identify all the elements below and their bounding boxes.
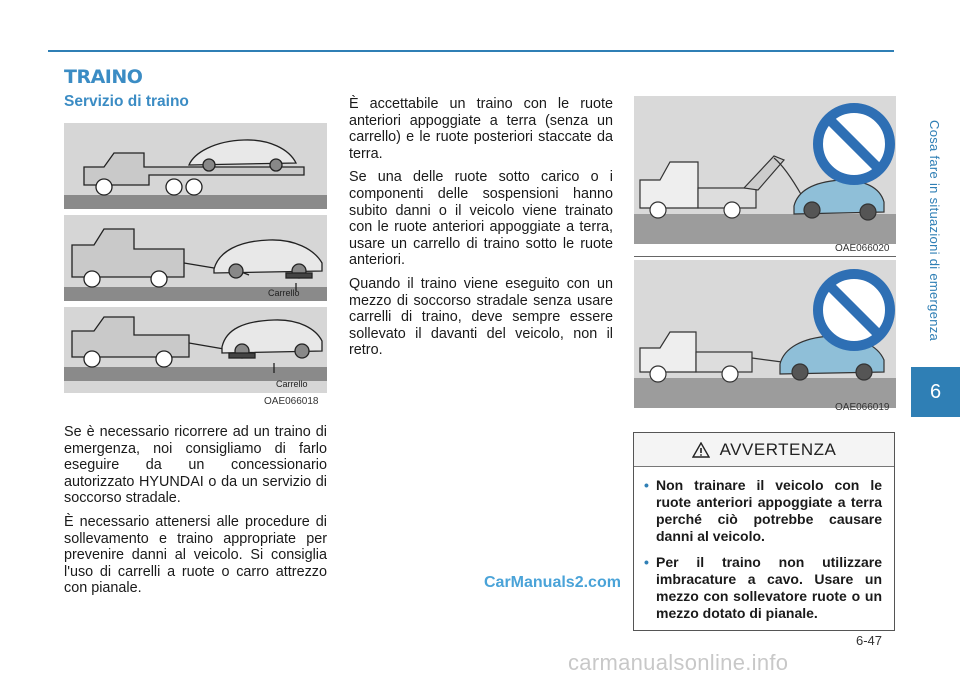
- figure-separator: [634, 256, 896, 257]
- warning-box: [633, 432, 895, 631]
- warning-item: • Non trainare il veicolo con le ruote anteriori appoggiate a terra perché ciò potrebbe causare danni al veicolo.: [644, 477, 882, 544]
- figure-code-right-bottom: OAE066019: [835, 402, 890, 413]
- watermark-carmanuals2[interactable]: CarManuals2.com: [484, 574, 621, 591]
- bullet-icon: •: [644, 477, 649, 493]
- chapter-number-tab: 6: [911, 367, 960, 417]
- warning-item: • Per il traino non utilizzare imbracature a cavo. Usare un mezzo con sollevatore ruote o un mezzo dotato di pianale.: [644, 554, 882, 621]
- column-1-text: [64, 424, 327, 604]
- section-title: TRAINO: [64, 66, 143, 88]
- top-rule: [48, 50, 894, 52]
- warning-header: [634, 433, 894, 467]
- col2-paragraph-3: Quando il traino viene eseguito con un mezzo di soccorso stradale senza usare carrelli di traino, deve sempre essere sollevato il davanti del veicolo, non il retro.: [349, 275, 613, 359]
- prohibited-tow-illustration-2: [634, 260, 896, 408]
- prohibited-towing-figure-2: [634, 260, 896, 408]
- subsection-title: Servizio di traino: [64, 93, 189, 110]
- watermark-carmanualsonline[interactable]: carmanualsonline.info: [568, 650, 789, 675]
- col2-paragraph-2: Se una delle ruote sotto carico o i componenti delle sospensioni hanno subito danni o il veicolo viene trainato con le ruote anteriori appoggiate a terra, usare un carrello di traino sotto le ruote anteriori.: [349, 169, 613, 269]
- page-number: 6-47: [856, 633, 883, 648]
- prohibition-sign-2: [818, 274, 890, 346]
- warning-triangle-icon: [692, 442, 710, 458]
- towing-methods-figure: [64, 123, 327, 395]
- column-2-text: [349, 96, 613, 366]
- prohibition-sign-1: [818, 108, 890, 180]
- prohibited-tow-illustration-1: [634, 96, 896, 244]
- towing-methods-illustration: [64, 123, 327, 395]
- warning-title: AVVERTENZA: [719, 439, 837, 459]
- carrello-label-2: Carrello: [276, 379, 308, 389]
- bullet-icon: •: [644, 554, 649, 570]
- col1-paragraph-1: Se è necessario ricorrere ad un traino di emergenza, noi consigliamo di farlo eseguire da un concessionario autorizzato HYUNDAI o da un servizio di soccorso stradale.: [64, 424, 327, 507]
- prohibited-towing-figure-1: [634, 96, 896, 244]
- figure-code-left: OAE066018: [264, 396, 319, 407]
- col1-paragraph-2: È necessario attenersi alle procedure di sollevamento e traino appropriate per prevenire danni al veicolo. Si consiglia l'uso di carrelli a ruote o carro attrezzo con pianale.: [64, 513, 327, 597]
- figure-code-right-top: OAE066020: [835, 243, 890, 254]
- carrello-label-1: Carrello: [268, 288, 300, 298]
- chapter-side-label: Cosa fare in situazioni di emergenza: [927, 120, 942, 342]
- col2-paragraph-1: È accettabile un traino con le ruote anteriori appoggiate a terra (senza un carrello) e le ruote posteriori staccate da terra.: [349, 96, 613, 162]
- warning-list: [634, 467, 894, 622]
